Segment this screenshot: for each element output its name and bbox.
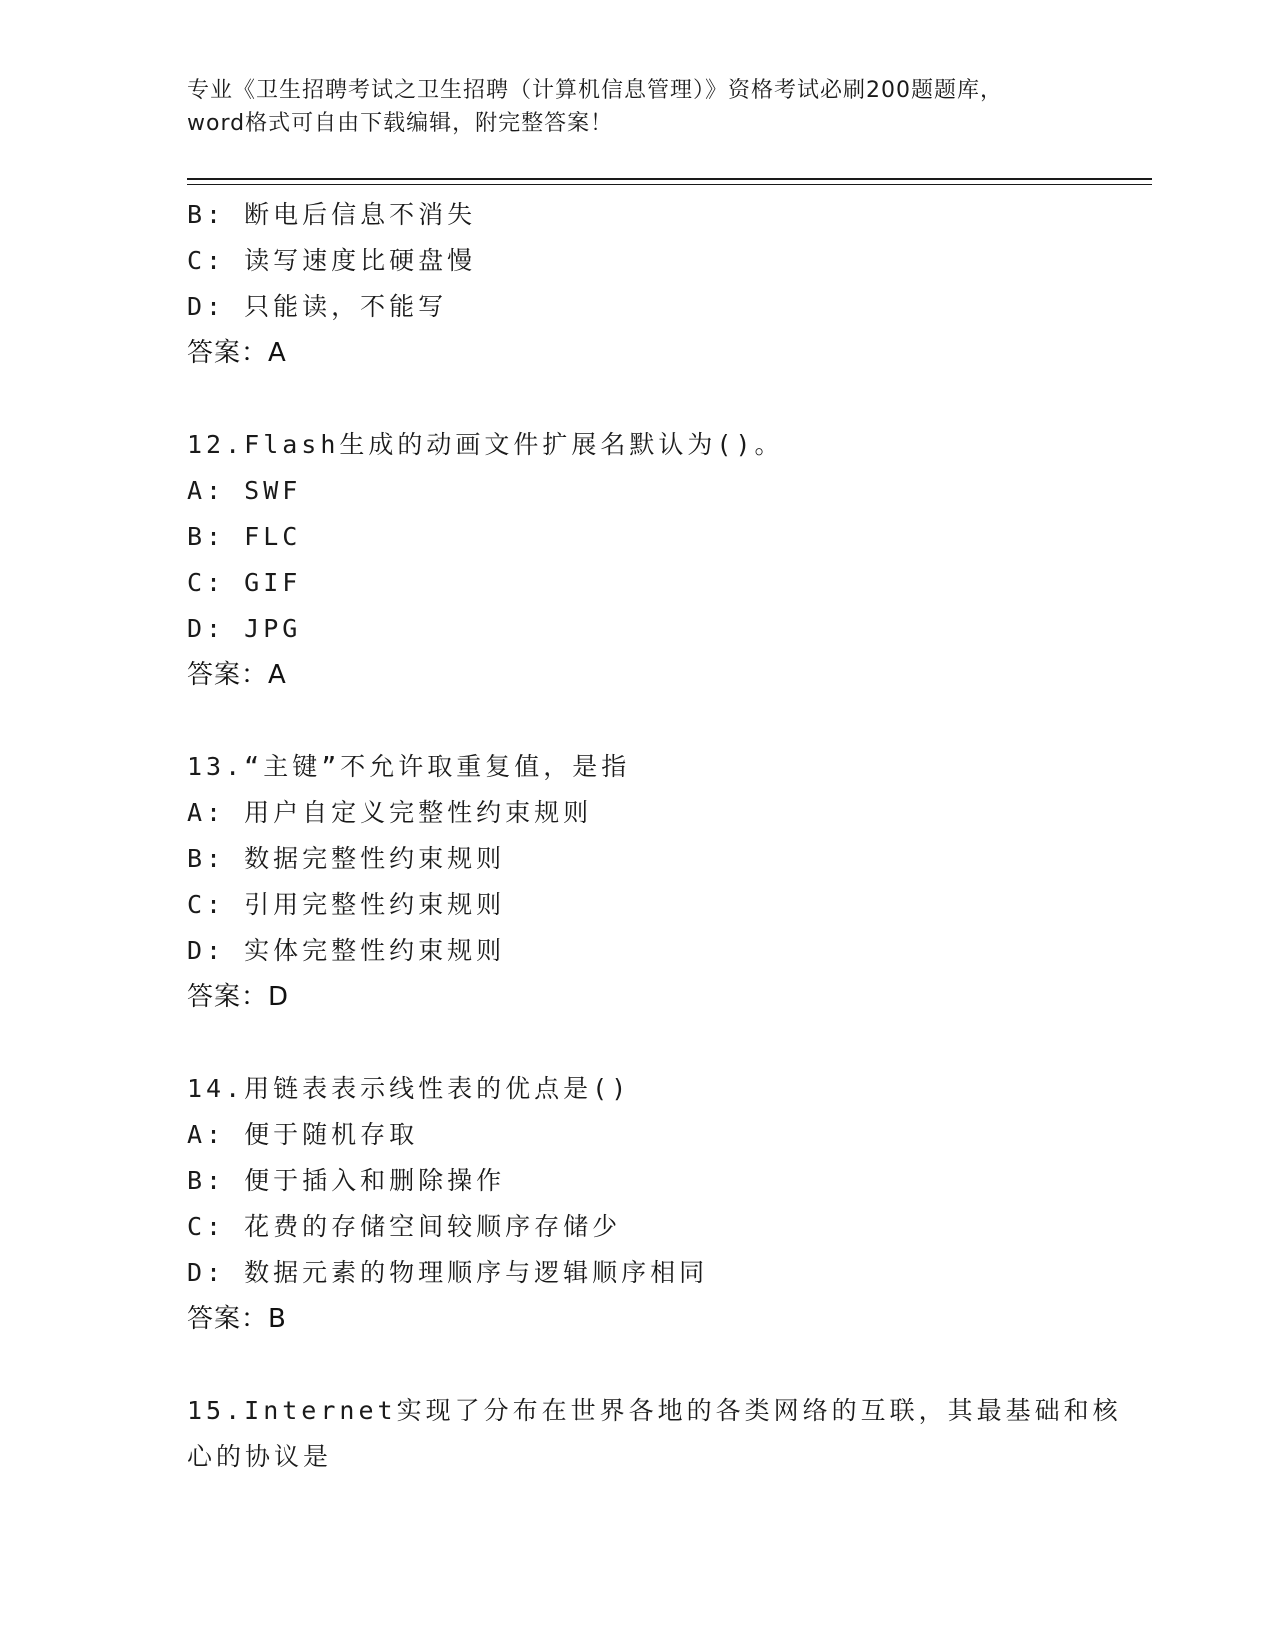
spacer [187,698,1147,744]
answer-label: 答案： [187,1304,269,1334]
spacer [187,1020,1147,1066]
question-block-15 [187,1388,1147,1480]
answer-label: 答案： [187,982,269,1012]
option-b: B: 数据完整性约束规则 [187,844,506,873]
option-d: D: JPG [187,614,302,643]
option-b: B: 便于插入和删除操作 [187,1166,506,1195]
header-title-line-2: word格式可自由下载编辑，附完整答案！ [187,111,614,136]
spacer [187,376,1147,422]
question-block-11-continued [187,192,1147,376]
header-title-line-1: 专业《卫生招聘考试之卫生招聘（计算机信息管理）》资格考试必刷200题题库， [187,78,1003,103]
answer-value: A [268,660,287,690]
answer-line [187,974,1147,1020]
option-a: A: 便于随机存取 [187,1120,419,1149]
question-stem: 13.“主键”不允许取重复值，是指 [187,752,631,781]
option-d: D: 只能读，不能写 [187,292,448,321]
option-c: C: GIF [187,568,302,597]
header-divider-thin [187,184,1152,185]
question-list [187,192,1147,1480]
answer-value: A [268,338,287,368]
answer-label: 答案： [187,338,269,368]
question-stem: 12.Flash生成的动画文件扩展名默认为()。 [187,430,784,459]
option-c: C: 花费的存储空间较顺序存储少 [187,1212,622,1241]
question-stem: 14.用链表表示线性表的优点是() [187,1074,631,1103]
question-block-13 [187,744,1147,1020]
answer-label: 答案： [187,660,269,690]
option-b: B: 断电后信息不消失 [187,200,477,229]
answer-line [187,652,1147,698]
option-c: C: 读写速度比硬盘慢 [187,246,477,275]
question-block-14 [187,1066,1147,1342]
document-header [187,74,1087,140]
question-stem-line-2: 心的协议是 [187,1442,333,1471]
option-a: A: SWF [187,476,302,505]
option-b: B: FLC [187,522,302,551]
option-a: A: 用户自定义完整性约束规则 [187,798,593,827]
answer-value: B [268,1304,287,1334]
answer-value: D [268,982,290,1012]
option-d: D: 实体完整性约束规则 [187,936,506,965]
question-block-12 [187,422,1147,698]
header-divider-thick [187,178,1152,180]
spacer [187,1342,1147,1388]
answer-line [187,1296,1147,1342]
answer-line [187,330,1147,376]
option-d: D: 数据元素的物理顺序与逻辑顺序相同 [187,1258,709,1287]
question-stem-line-1: 15.Internet实现了分布在世界各地的各类网络的互联，其最基础和核 [187,1396,1122,1425]
option-c: C: 引用完整性约束规则 [187,890,506,919]
